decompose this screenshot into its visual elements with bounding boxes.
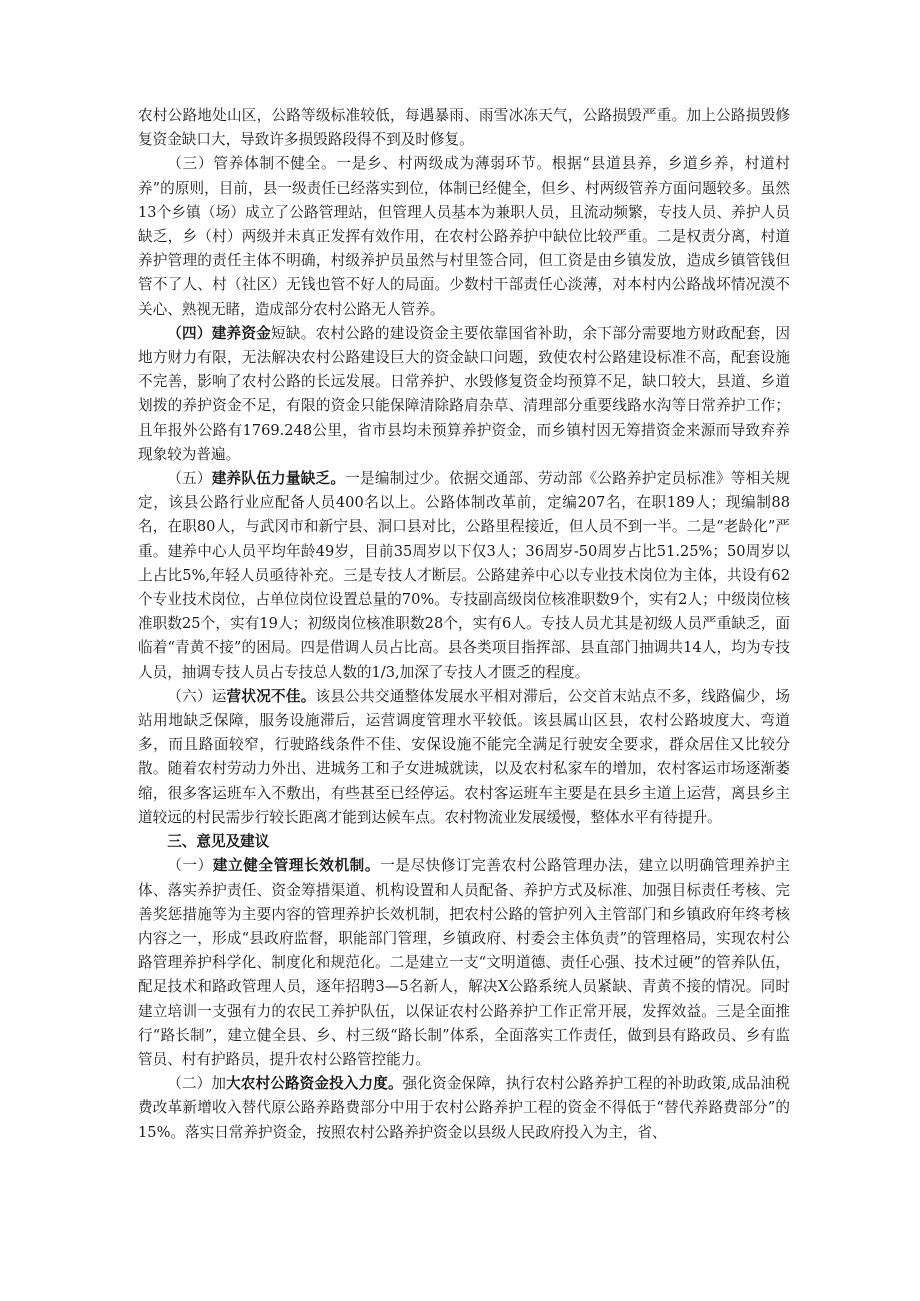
- text-run: 农村公路地处山区，公路等级标准较低，每遇暴雨、雨雪冰冻天气，公路损毁严重。加上公路损毁修复资金缺口大，导致许多损毁路段得不到及时修复。: [138, 107, 790, 149]
- paragraph-7: [138, 1072, 790, 1145]
- bold-run: 建养队伍力量缺乏。: [211, 470, 346, 488]
- paragraph-3: [138, 467, 790, 685]
- text-run: （五）: [167, 470, 212, 488]
- text-run: （二）加: [167, 1075, 227, 1093]
- paragraph-0: [138, 104, 790, 152]
- text-run: （一）: [167, 857, 213, 875]
- bold-run: 营状况不佳。: [226, 687, 316, 705]
- bold-run: 大农村公路资金投入力度。: [226, 1075, 403, 1093]
- text-run: 一是尽快修订完善农村公路管理办法，建立以明确管理养护主体、落实养护责任、资金筹措渠道、机构设置和人员配备、养护方式及标准、加强目标责任考核、完善奖惩措施等为主要内容的管理养护长效机制，把农村公路的管护列入主管部门和乡镇政府年终考核内容之一，形成“县政府监督，职能部门管理，乡镇政府、村委会主体负责”的管理格局，实现农村公路管理养护科学化、制度化和规范化。二是建立一支“文明道德、责任心强、技术过硬”的管养队伍，配足技术和路政管理人员，逐年招聘3—5名新人，解决X公路系统人员紧缺、青黄不接的情况。同时建立培训一支强有力的农民工养护队伍，以保证农村公路养护工作正常开展，发挥效益。三是全面推行“路长制”，建立健全县、乡、村三级“路长制”体系，全面落实工作责任，做到县有路政员、乡有监管员、村有护路员，提升农村公路管控能力。: [138, 857, 790, 1068]
- text-run: （三）管养体制不健全。一是乡、村两级成为薄弱环节。根据“县道县养，乡道乡养，村道村养”的原则，目前，县一级责任已经落实到位，体制已经健全，但乡、村两级管养方面问题较多。虽然13个乡镇（场）成立了公路管理站，但管理人员基本为兼职人员，且流动频繁，专技人员、养护人员缺乏，乡（村）两级并未真正发挥有效作用，在农村公路养护中缺位比较严重。二是权责分离，村道养护管理的责任主体不明确，村级养护员虽然与村里签合同，但工资是由乡镇发放，造成乡镇管钱但管不了人、村（社区）无钱也管不好人的局面。少数村干部责任心淡薄，对本村内公路战坏情况漠不关心、熟视无睹，造成部分农村公路无人管养。: [138, 155, 790, 318]
- text-run: 强化资金保障，执行农村公路养护工程的补助政策,成品油税费改革新增收入替代原公路养路费部分中用于农村公路养护工程的资金不得低于“替代养路费部分”的15%。落实日常养护资金，按照农村公路养护资金以县级人民政府投入为主，省、: [138, 1075, 790, 1141]
- document-page: [138, 104, 790, 1145]
- paragraph-1: [138, 152, 790, 321]
- heading-text: 三、意见及建议: [167, 833, 270, 851]
- paragraph-4: [138, 685, 790, 830]
- text-run: 一是编制过少。依据交通部、劳动部《公路养护定员标准》等相关规定，该县公路行业应配备人员400名以上。公路体制改革前，定编207名，在职189人；现编制88名，在职80人，与武冈市和新宁县、洞口县对比，公路里程接近，但人员不到一半。二是“老龄化”严重。建养中心人员平均年龄49岁，目前35周岁以下仅3人；36周岁-50周岁占比51.25%；50周岁以上占比5%,年轻人员亟待补充。三是专技人才断层。公路建养中心以专业技术岗位为主体，共设有62个专业技术岗位，占单位岗位设置总量的70%。专技副高级岗位核准职数9个，实有2人；中级岗位核准职数25个，实有19人；初级岗位核准职数28个，实有6人。专技人员尤其是初级人员严重缺乏，面临着“青黄不接”的困局。四是借调人员占比高。县各类项目指挥部、县直部门抽调共14人，均为专技人员，抽调专技人员占专技总人数的1/3,加深了专技人才匮乏的程度。: [138, 470, 790, 681]
- text-run: 该县公共交通整体发展水平相对滞后，公交首末站点不多，线路偏少，场站用地缺乏保障，服务设施滞后，运营调度管理水平较低。该县属山区县，农村公路坡度大、弯道多，而且路面较窄，行驶路线条件不佳、安保设施不能完全满足行驶安全要求，群众居住又比较分散。随着农村劳动力外出、进城务工和子女进城就读，以及农村私家车的增加，农村客运市场逐渐萎缩，很多客运班车入不敷出，有些甚至已经停运。农村客运班车主要是在县乡主道上运营，离县乡主道较远的村民需步行较长距离才能到达候车点。农村物流业发展缓慢，整体水平有待提升。: [138, 687, 790, 826]
- text-run: （六）运: [167, 687, 227, 705]
- paragraph-6: [138, 854, 790, 1072]
- section-heading: [138, 830, 790, 854]
- paragraph-2: [138, 322, 790, 467]
- bold-run: （四）建养资金: [167, 324, 272, 342]
- text-run: 短缺。农村公路的建设资金主要依靠国省补助，余下部分需要地方财政配套，因地方财力有限，无法解决农村公路建设巨大的资金缺口问题，致使农村公路建设标准不高，配套设施不完善，影响了农村公路的长远发展。日常养护、水毁修复资金均预算不足，缺口较大，县道、乡道划拨的养护资金不足，有限的资金只能保障清除路肩杂草、清理部分重要线路水沟等日常养护工作；且年报外公路有1769.248公里，省市县均未预算养护资金，而乡镇村因无筹措资金来源而导致弃养现象较为普遍。: [138, 324, 790, 463]
- bold-run: 建立健全管理长效机制。: [212, 857, 381, 875]
